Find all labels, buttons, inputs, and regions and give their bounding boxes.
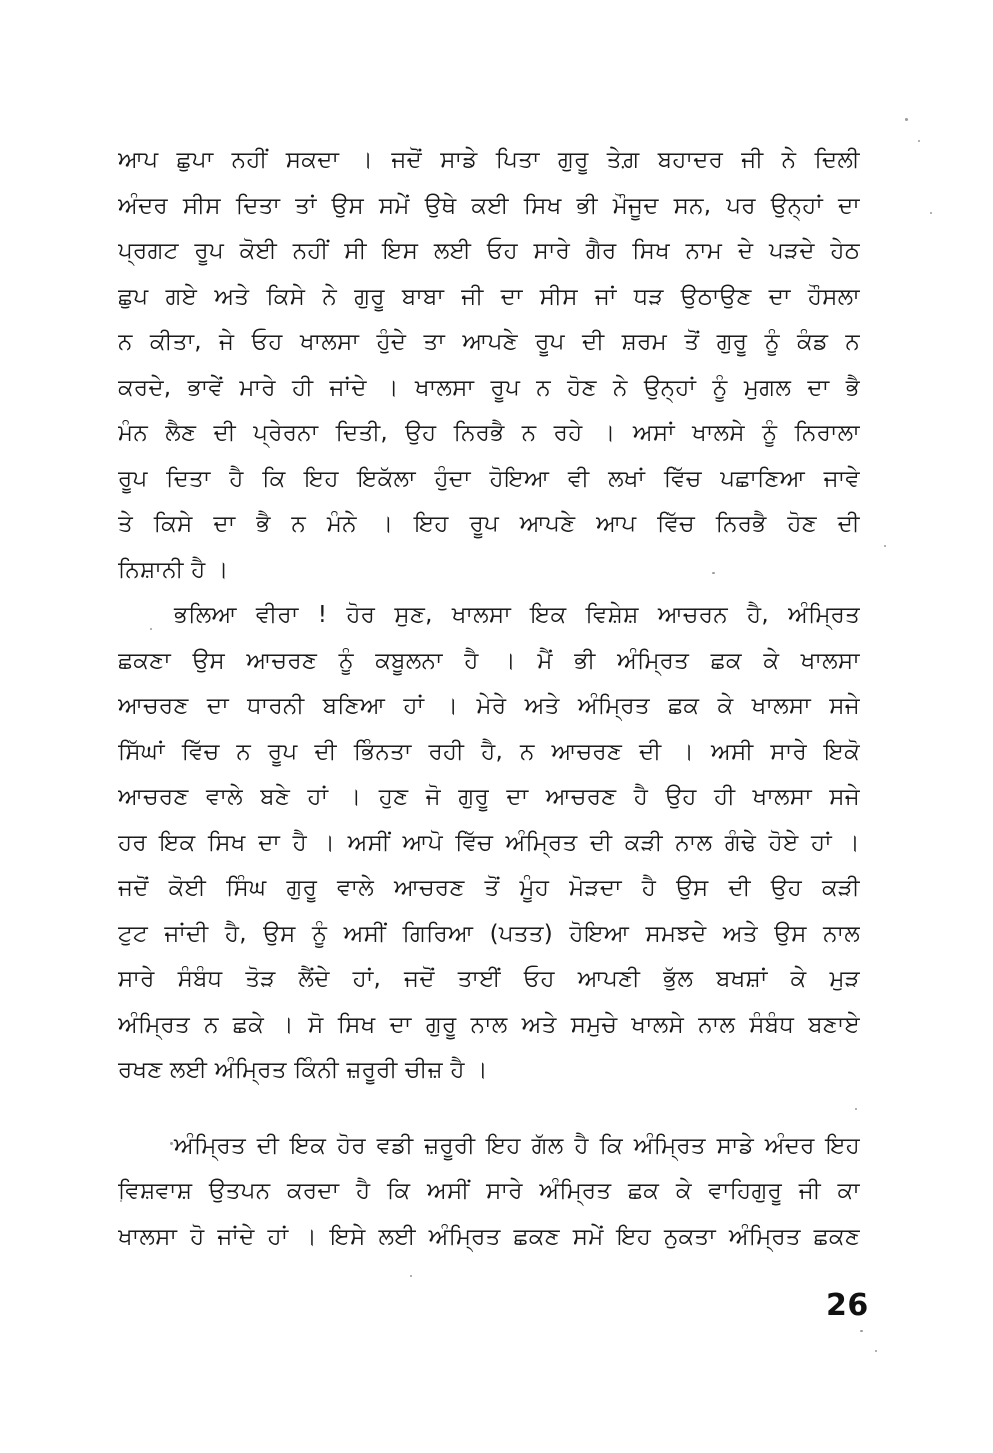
text-line: ਆਪ ਛੁਪਾ ਨਹੀਂ ਸਕਦਾ । ਜਦੋਂ ਸਾਡੇ ਪਿਤਾ ਗੁਰੂ ਤੇਗ਼ ਬਹਾਦਰ ਜੀ ਨੇ ਦਿਲੀ [118, 147, 860, 173]
text-line: ਆਚਰਣ ਵਾਲੇ ਬਣੇ ਹਾਂ । ਹੁਣ ਜੋ ਗੁਰੂ ਦਾ ਆਚਰਣ ਹੈ ਉਹ ਹੀ ਖਾਲਸਾ ਸਜੇ [118, 784, 860, 810]
text-line: ਨ ਕੀਤਾ, ਜੇ ਓਹ ਖਾਲਸਾ ਹੁੰਦੇ ਤਾ ਆਪਣੇ ਰੂਪ ਦੀ ਸ਼ਰਮ ਤੋਂ ਗੁਰੂ ਨੂੰ ਕੰਡ ਨ [118, 329, 860, 355]
text-line: ਛੁਪ ਗਏ ਅਤੇ ਕਿਸੇ ਨੇ ਗੁਰੂ ਬਾਬਾ ਜੀ ਦਾ ਸੀਸ ਜਾਂ ਧੜ ਉਠਾਉਣ ਦਾ ਹੌਸਲਾ [118, 283, 860, 310]
paragraph-1 [118, 138, 860, 593]
text-line: ਤੇ ਕਿਸੇ ਦਾ ਭੈ ਨ ਮੰਨੇ । ਇਹ ਰੂਪ ਆਪਣੇ ਆਪ ਵਿੱਚ ਨਿਰਭੈ ਹੋਣ ਦੀ [118, 511, 860, 537]
text-line: ਅੰਮ੍ਰਿਤ ਦੀ ਇਕ ਹੋਰ ਵਡੀ ਜ਼ਰੂਰੀ ਇਹ ਗੱਲ ਹੈ ਕਿ ਅੰਮ੍ਰਿਤ ਸਾਡੇ ਅੰਦਰ ਇਹ [174, 1132, 860, 1159]
text-line: ਟੁਟ ਜਾਂਦੀ ਹੈ, ਉਸ ਨੂੰ ਅਸੀਂ ਗਿਰਿਆ (ਪਤਤ) ਹੋਇਆ ਸਮਝਦੇ ਅਤੇ ਉਸ ਨਾਲ [118, 920, 860, 947]
text-line: ਰੂਪ ਦਿਤਾ ਹੈ ਕਿ ਇਹ ਇਕੱਲਾ ਹੁੰਦਾ ਹੋਇਆ ਵੀ ਲਖਾਂ ਵਿੱਚ ਪਛਾਣਿਆ ਜਾਵੇ [118, 465, 860, 492]
scan-speck [875, 1350, 877, 1352]
text-line: ਕਰਦੇ, ਭਾਵੇਂ ਮਾਰੇ ਹੀ ਜਾਂਦੇ । ਖਾਲਸਾ ਰੂਪ ਨ ਹੋਣ ਨੇ ਉਨ੍ਹਾਂ ਨੂੰ ਮੁਗਲ ਦਾ ਭੈ [118, 374, 860, 401]
scan-speck [930, 212, 932, 214]
text-line: ਨਿਸ਼ਾਨੀ ਹੈ । [118, 556, 229, 583]
text-line: ਮੰਨ ਲੈਣ ਦੀ ਪ੍ਰੇਰਨਾ ਦਿਤੀ, ਉਹ ਨਿਰਭੈ ਨ ਰਹੇ । ਅਸਾਂ ਖਾਲਸੇ ਨੂੰ ਨਿਰਾਲਾ [118, 420, 860, 446]
body-text [118, 138, 860, 1260]
text-line: ਸਿੱਘਾਂ ਵਿੱਚ ਨ ਰੂਪ ਦੀ ਭਿੰਨਤਾ ਰਹੀ ਹੈ, ਨ ਆਚਰਣ ਦੀ । ਅਸੀ ਸਾਰੇ ਇਕੋ [118, 738, 860, 765]
paragraph-gap [118, 1094, 860, 1124]
scan-speck [860, 1330, 863, 1332]
text-line: ਅੰਦਰ ਸੀਸ ਦਿਤਾ ਤਾਂ ਉਸ ਸਮੇਂ ਉਥੇ ਕਈ ਸਿਖ ਭੀ ਮੌਜੂਦ ਸਨ, ਪਰ ਉਨ੍ਹਾਂ ਦਾ [118, 192, 860, 219]
text-line: ਹਰ ਇਕ ਸਿਖ ਦਾ ਹੈ । ਅਸੀਂ ਆਪੋ ਵਿੱਚ ਅੰਮ੍ਰਿਤ ਦੀ ਕੜੀ ਨਾਲ ਗੰਢੇ ਹੋਏ ਹਾਂ । [118, 829, 860, 856]
text-line: ਭਲਿਆ ਵੀਰਾ ! ਹੋਰ ਸੁਣ, ਖਾਲਸਾ ਇਕ ਵਿਸ਼ੇਸ਼ ਆਚਰਨ ਹੈ, ਅੰਮ੍ਰਿਤ [174, 602, 860, 628]
text-line: ਅੰਮ੍ਰਿਤ ਨ ਛਕੇ । ਸੋ ਸਿਖ ਦਾ ਗੁਰੂ ਨਾਲ ਅਤੇ ਸਮੁਚੇ ਖਾਲਸੇ ਨਾਲ ਸੰਬੰਧ ਬਣਾਏ [118, 1011, 860, 1038]
text-line: ਛਕਣਾ ਉਸ ਆਚਰਣ ਨੂੰ ਕਬੂਲਨਾ ਹੈ । ਮੈਂ ਭੀ ਅੰਮ੍ਰਿਤ ਛਕ ਕੇ ਖਾਲਸਾ [118, 647, 860, 674]
text-line: ਖਾਲਸਾ ਹੋ ਜਾਂਦੇ ਹਾਂ । ਇਸੇ ਲਈ ਅੰਮ੍ਰਿਤ ਛਕਣ ਸਮੇਂ ਇਹ ਨੁਕਤਾ ਅੰਮ੍ਰਿਤ ਛਕਣ [118, 1223, 860, 1250]
text-line: ਜਦੋਂ ਕੋਈ ਸਿੰਘ ਗੁਰੂ ਵਾਲੇ ਆਚਰਣ ਤੋਂ ਮੂੰਹ ਮੋੜਦਾ ਹੈ ਉਸ ਦੀ ਉਹ ਕੜੀ [118, 875, 860, 901]
text-line: ਪ੍ਰਗਟ ਰੂਪ ਕੋਈ ਨਹੀਂ ਸੀ ਇਸ ਲਈ ਓਹ ਸਾਰੇ ਗੈਰ ਸਿਖ ਨਾਮ ਦੇ ਪੜਦੇ ਹੇਠ [118, 238, 860, 264]
paragraph-3 [118, 1124, 860, 1261]
text-line: ਰਖਣ ਲਈ ਅੰਮ੍ਰਿਤ ਕਿੰਨੀ ਜ਼ਰੂਰੀ ਚੀਜ਼ ਹੈ । [118, 1057, 488, 1083]
text-line: ਸਾਰੇ ਸੰਬੰਧ ਤੋੜ ਲੈਂਦੇ ਹਾਂ, ਜਦੋਂ ਤਾਈਂ ਓਹ ਆਪਣੀ ਭੁੱਲ ਬਖਸ਼ਾਂ ਕੇ ਮੁੜ [118, 966, 860, 992]
paragraph-2 [118, 593, 860, 1094]
scan-speck [905, 118, 908, 121]
scan-speck [884, 545, 886, 547]
scan-speck [410, 1275, 412, 1277]
scan-speck [918, 140, 920, 142]
page-number: 26 [826, 1288, 869, 1323]
text-line: ਆਚਰਣ ਦਾ ਧਾਰਨੀ ਬਣਿਆ ਹਾਂ । ਮੇਰੇ ਅਤੇ ਅੰਮ੍ਰਿਤ ਛਕ ਕੇ ਖਾਲਸਾ ਸਜੇ [118, 693, 860, 719]
text-line: ਵਿਸ਼ਵਾਸ਼ ਉਤਪਨ ਕਰਦਾ ਹੈ ਕਿ ਅਸੀਂ ਸਾਰੇ ਅੰਮ੍ਰਿਤ ਛਕ ਕੇ ਵਾਹਿਗੁਰੂ ਜੀ ਕਾ [118, 1178, 860, 1204]
